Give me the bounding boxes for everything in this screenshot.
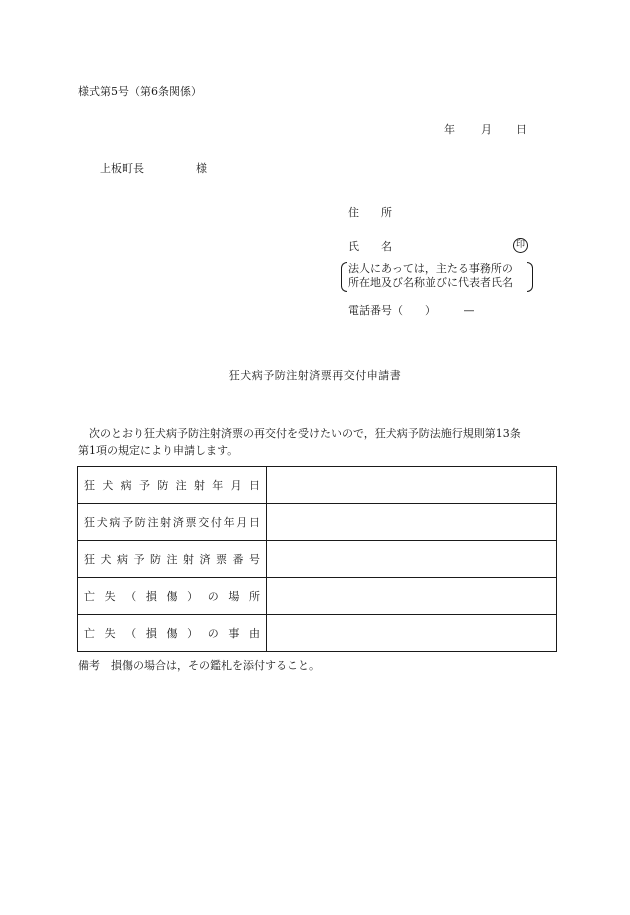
row-label-cell (78, 578, 267, 615)
row-label: 狂 犬 病 予 防 注 射 年 月 日 (84, 479, 260, 492)
date-month: 月 (481, 123, 492, 136)
corporation-note (341, 262, 533, 292)
applicant-block (348, 206, 538, 322)
body-line: 第1項の規定により申請します。 (78, 444, 239, 457)
row-value[interactable] (267, 541, 557, 578)
row-label-cell (78, 541, 267, 578)
table-row (78, 504, 557, 541)
corporation-note-line: 法人にあっては，主たる事務所の (348, 262, 513, 275)
addressee (100, 162, 207, 176)
application-table (77, 466, 557, 652)
remark: 備考 損傷の場合は，その鑑札を添付すること。 (78, 659, 320, 672)
phone-label: 電話番号（ ） — (348, 304, 475, 317)
row-label-cell (78, 504, 267, 541)
left-paren (341, 262, 347, 292)
row-value[interactable] (267, 578, 557, 615)
row-label: 狂 犬 病 予 防 注 射 済 票 交 付 年 月 日 (84, 516, 260, 529)
row-label-cell (78, 467, 267, 504)
address-label: 住 所 (348, 206, 392, 219)
table-row (78, 615, 557, 652)
name-label: 氏 名 (348, 240, 392, 253)
table-row (78, 467, 557, 504)
table-row (78, 578, 557, 615)
form-number: 様式第5号（第6条関係） (78, 85, 202, 98)
row-label: 狂 犬 病 予 防 注 射 済 票 番 号 (84, 553, 260, 566)
seal-mark: 印 (513, 238, 528, 253)
date-day: 日 (516, 123, 527, 136)
row-label: 亡 失 （ 損 傷 ） の 事 由 (84, 627, 260, 640)
document-title: 狂犬病予防注射済票再交付申請書 (228, 369, 402, 382)
row-value[interactable] (267, 615, 557, 652)
body-line: 次のとおり狂犬病予防注射済票の再交付を受けたいので，狂犬病予防法施行規則第13条 (89, 427, 521, 440)
table-row (78, 541, 557, 578)
right-paren (527, 262, 533, 292)
row-label-cell (78, 615, 267, 652)
row-value[interactable] (267, 504, 557, 541)
body-text (78, 425, 558, 459)
corporation-note-line: 所在地及び名称並びに代表者氏名 (348, 276, 513, 289)
addressee-honorific: 様 (196, 162, 207, 175)
date-year: 年 (444, 123, 455, 136)
row-label: 亡 失 （ 損 傷 ） の 場 所 (84, 590, 260, 603)
row-value[interactable] (267, 467, 557, 504)
addressee-name: 上板町長 (100, 162, 144, 175)
